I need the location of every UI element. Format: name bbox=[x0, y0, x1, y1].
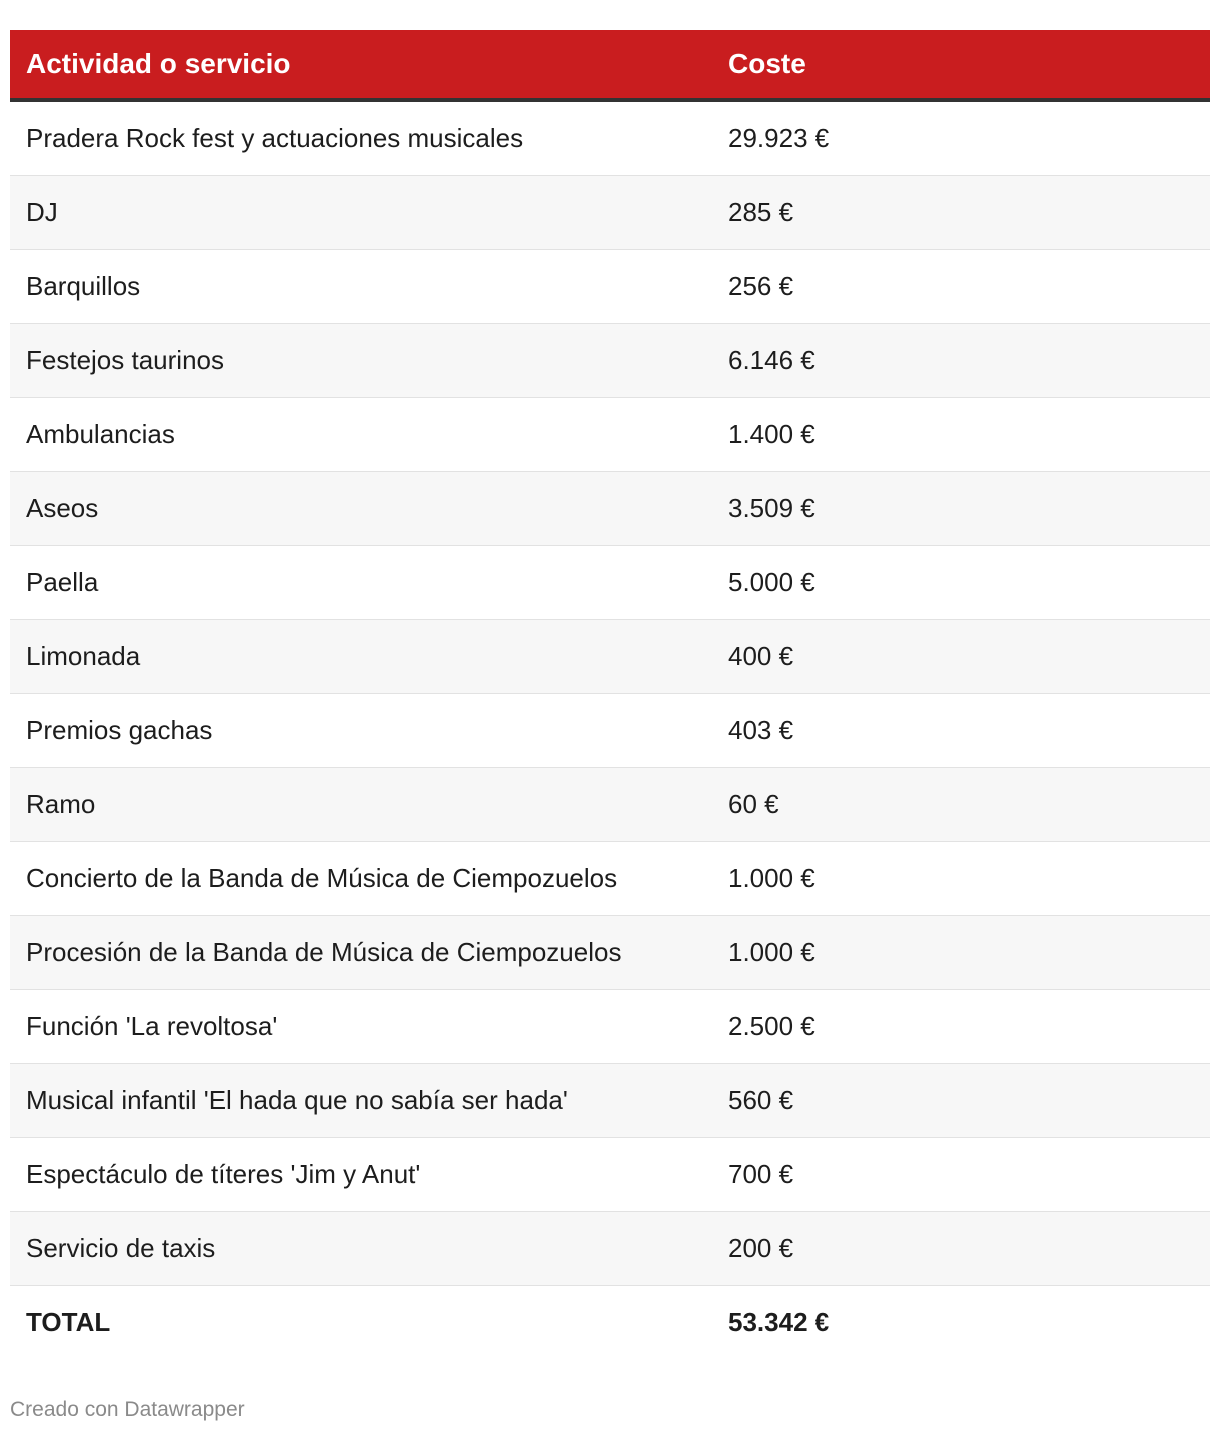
table-row bbox=[10, 916, 1210, 990]
activity-cell: Función 'La revoltosa' bbox=[26, 1011, 278, 1041]
activity-cell: Pradera Rock fest y actuaciones musicales bbox=[26, 123, 524, 153]
cost-cell: 1.000 € bbox=[728, 863, 815, 893]
cost-cell: 285 € bbox=[728, 197, 794, 227]
activity-cell: Procesión de la Banda de Música de Ciempozuelos bbox=[26, 937, 622, 967]
total-label: TOTAL bbox=[26, 1307, 111, 1337]
cost-cell: 403 € bbox=[728, 715, 794, 745]
table-row bbox=[10, 324, 1210, 398]
total-row bbox=[10, 1286, 1210, 1359]
cost-cell: 3.509 € bbox=[728, 493, 815, 523]
activity-cell: Aseos bbox=[26, 493, 99, 523]
table-row bbox=[10, 102, 1210, 176]
cost-cell: 5.000 € bbox=[728, 567, 815, 597]
activity-cell: Musical infantil 'El hada que no sabía ser hada' bbox=[26, 1085, 568, 1115]
table-row bbox=[10, 472, 1210, 546]
header-activity: Actividad o servicio bbox=[26, 48, 291, 79]
activity-cell: Paella bbox=[26, 567, 99, 597]
total-cost: 53.342 € bbox=[728, 1307, 830, 1337]
activity-cell: Concierto de la Banda de Música de Ciempozuelos bbox=[26, 863, 618, 893]
header-cost: Coste bbox=[728, 48, 806, 79]
table-row bbox=[10, 250, 1210, 324]
activity-cell: Espectáculo de títeres 'Jim y Anut' bbox=[26, 1159, 421, 1189]
cost-cell: 256 € bbox=[728, 271, 794, 301]
table-row bbox=[10, 1138, 1210, 1212]
datawrapper-credit: Creado con Datawrapper bbox=[10, 1398, 245, 1421]
activity-cell: Ramo bbox=[26, 789, 96, 819]
table-row bbox=[10, 398, 1210, 472]
cost-cell: 200 € bbox=[728, 1233, 794, 1263]
table-row bbox=[10, 176, 1210, 250]
table-row bbox=[10, 842, 1210, 916]
activity-cell: Ambulancias bbox=[26, 419, 175, 449]
activity-cell: Servicio de taxis bbox=[26, 1233, 216, 1263]
activity-cell: Barquillos bbox=[26, 271, 141, 301]
cost-cell: 700 € bbox=[728, 1159, 794, 1189]
activity-cell: Festejos taurinos bbox=[26, 345, 224, 375]
table-row bbox=[10, 768, 1210, 842]
activity-cell: Premios gachas bbox=[26, 715, 213, 745]
cost-cell: 1.000 € bbox=[728, 937, 815, 967]
table-header bbox=[10, 30, 1210, 102]
cost-table bbox=[10, 30, 1210, 1359]
cost-cell: 6.146 € bbox=[728, 345, 815, 375]
cost-cell: 560 € bbox=[728, 1085, 794, 1115]
cost-cell: 2.500 € bbox=[728, 1011, 815, 1041]
table-row bbox=[10, 1212, 1210, 1286]
cost-cell: 1.400 € bbox=[728, 419, 815, 449]
table-row bbox=[10, 546, 1210, 620]
cost-cell: 60 € bbox=[728, 789, 779, 819]
cost-cell: 29.923 € bbox=[728, 123, 830, 153]
table-row bbox=[10, 620, 1210, 694]
activity-cell: Limonada bbox=[26, 641, 141, 671]
activity-cell: DJ bbox=[26, 197, 58, 227]
table-row bbox=[10, 694, 1210, 768]
table-row bbox=[10, 990, 1210, 1064]
cost-cell: 400 € bbox=[728, 641, 794, 671]
table-row bbox=[10, 1064, 1210, 1138]
